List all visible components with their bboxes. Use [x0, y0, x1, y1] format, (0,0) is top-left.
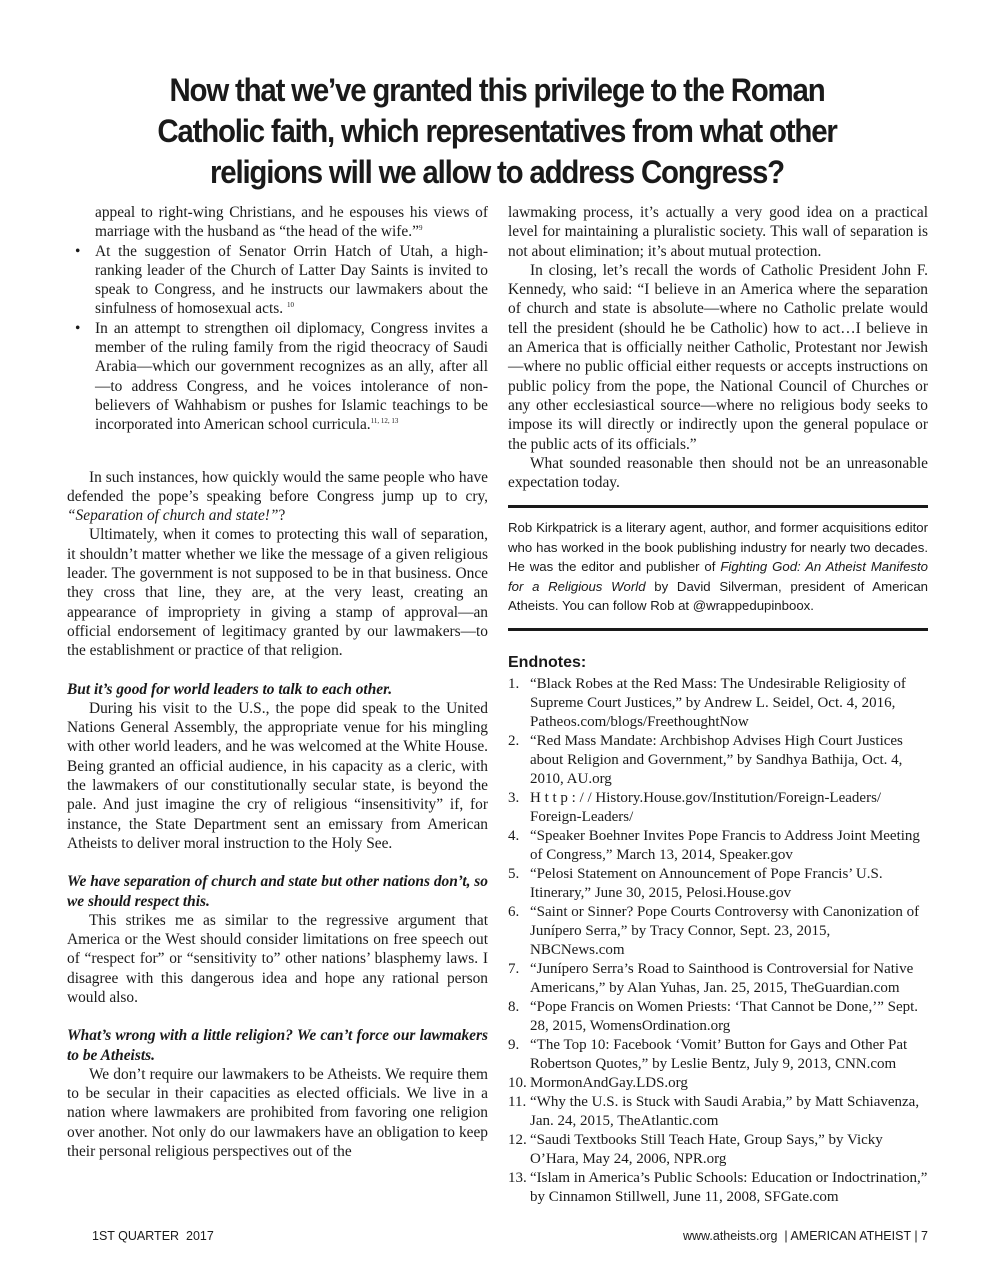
endnote-item: 13. “Islam in America’s Public Schools: Education or Indoctrination,” by Cinnamon Stillwell, June 11, 2008, SFGate.com: [508, 1169, 928, 1205]
endnote-item: 4. “Speaker Boehner Invites Pope Francis to Address Joint Meeting of Congress,” March 13, 2014, Speaker.gov: [508, 827, 920, 863]
endnote-item: 7. “Junípero Serra’s Road to Sainthood is Controversial for Native Americans,” by Alan Yuhas, Jan. 25, 2015, TheGuardian.com: [508, 960, 914, 996]
paragraph: What sounded reasonable then should not be an unreasonable expectation today.: [508, 454, 928, 492]
endnote-item: 11. “Why the U.S. is Stuck with Saudi Arabia,” by Matt Schiavenza, Jan. 24, 2015, TheAtlantic.com: [508, 1093, 920, 1129]
endnotes-heading: Endnotes:: [508, 653, 587, 671]
endnote-item: 9. “The Top 10: Facebook ‘Vomit’ Button for Gays and Other Pat Robertson Quotes,” by Leslie Bentz, July 9, 2013, CNN.com: [508, 1036, 908, 1072]
paragraph: Ultimately, when it comes to protecting this wall of separation, it shouldn’t matter whether we like the message of a given religious leader. The government is not supposed to be in that business. Once they cross that line, they are, at the very least, creating an appearance of impropriety in giving a stamp of approval—an official endorsement of legitimacy granted by our lawmakers—to the establishment or practice of that religion.: [67, 526, 488, 660]
paragraph: During his visit to the U.S., the pope did speak to the United Nations General Assembly, the appropriate venue for his mingling with other world leaders, and he was welcomed at the White House. Being granted an official audience, in his capacity as a cleric, with the lawmakers of our constitutionally secular state, is beyond the pale. And just imagine the cry of religious “insensitivity” if, for instance, the State Department sent an emissary from American Atheists to deliver moral instruction to the Holy See.: [67, 699, 488, 852]
list-item: • At the suggestion of Senator Orrin Hatch of Utah, a high-ranking leader of the Church of Latter Day Saints is invited to speak to Congress, and he instructs our lawmakers about the sinfulness of homosexual acts. $^{10}$: [95, 242, 488, 319]
subheading: What’s wrong with a little religion? We can’t force our lawmakers to be Atheists.: [67, 1027, 488, 1064]
endnote-item: 1. “Black Robes at the Red Mass: The Undesirable Religiosity of Supreme Court Justices,” by Andrew L. Seidel, Oct. 4, 2016, Patheos.com/blogs/FreethoughtNow: [508, 675, 906, 730]
endnote-item: 3. H t t p : / / History.House.gov/Institution/Foreign-Leaders/ Foreign-Leaders/: [508, 789, 882, 825]
list-item: • In an attempt to strengthen oil diplomacy, Congress invites a member of the ruling family from the rigid theocracy of Saudi Arabia—which our government recognizes as an ally, after all—to address Congress, and he voices intolerance of non-believers of Wahhabism or pushes for Islamic teachings to be incorporated into American school curricula.$^{11, 12, 13}$: [95, 319, 488, 435]
paragraph: This strikes me as similar to the regressive argument that America or the West should consider limitations on free speech out of “respect for” or “sensitivity to” other nations’ blasphemy laws. I disagree with this dangerous idea and hope any rational person would also.: [67, 911, 488, 1006]
subheading: But it’s good for world leaders to talk to each other.: [67, 680, 393, 698]
footer-page-info: www.atheists.org | AMERICAN ATHEIST | 7: [683, 1229, 928, 1243]
endnotes-list: [508, 675, 928, 1207]
lead-continuation: appeal to right-wing Christians, and he espouses his views of marriage with the husband as “the head of the wife.”$^9$: [95, 204, 488, 241]
right-column: [508, 203, 928, 1207]
endnote-item: 5. “Pelosi Statement on Announcement of Pope Francis’ U.S. Itinerary,” June 30, 2015, Pelosi.House.gov: [508, 865, 883, 901]
paragraph: In closing, let’s recall the words of Catholic President John F. Kennedy, who said: “I believe in an America where the separation of church and state is absolute—where no Catholic prelate would tell the president (should he be Catholic) how to act…I believe in an America that is officially neither Catholic, Protestant nor Jewish—where no public official either requests or accepts instructions on public policy from the pope, the National Council of Churches or any other ecclesiastical source—where no religious body seeks to impose its will directly or indirectly upon the general populace or the public acts of its officials.”: [508, 261, 928, 453]
left-column: [67, 203, 488, 1161]
book-title: Fighting God: An Atheist Manifesto for a Religious World: [508, 559, 928, 594]
paragraph: lawmaking process, it’s actually a very good idea on a practical level for maintaining a pluralistic society. This wall of separation is not about elimination; it’s about mutual protection.: [508, 204, 928, 260]
endnote-item: 6. “Saint or Sinner? Pope Courts Controversy with Canonization of Junípero Serra,” by Tracy Connor, Sept. 23, 2015, NBCNews.com: [508, 903, 920, 958]
example-list: [67, 242, 488, 435]
paragraph: In such instances, how quickly would the same people who have defended the pope’s speaking before Congress jump up to cry, “Separation of church and state!”?: [67, 468, 488, 525]
footer-issue: 1ST QUARTER 2017: [92, 1229, 214, 1243]
page-headline: Now that we’ve granted this privilege to the Roman Catholic faith, which representatives from what other religions will we allow to address Congress?: [157, 72, 837, 190]
paragraph: We don’t require our lawmakers to be Atheists. We require them to be secular in their capacities as elected officials. We live in a nation where lawmakers are prohibited from favoring one religion over another. Not only do our lawmakers have an obligation to keep their personal religious perspectives out of the: [67, 1065, 488, 1161]
endnote-item: 10. MormonAndGay.LDS.org: [508, 1074, 688, 1091]
subheading: We have separation of church and state but other nations don’t, so we should respect this.: [67, 873, 488, 910]
endnote-item: 2. “Red Mass Mandate: Archbishop Advises High Court Justices about Religion and Government,” by Sandhya Bathija, Oct. 4, 2010, AU.org: [508, 732, 903, 787]
endnote-item: 12. “Saudi Textbooks Still Teach Hate, Group Says,” by Vicky O’Hara, May 24, 2006, NPR.org: [508, 1131, 883, 1167]
author-bio: Rob Kirkpatrick is a literary agent, author, and former acquisitions editor who has worked in the book publishing industry for nearly two decades. He was the editor and publisher of Fighting God: An Atheist Manifesto for a Religious World by David Silverman, president of American Atheists. You can follow Rob at @wrappedupinboox.: [508, 505, 928, 631]
endnote-item: 8. “Pope Francis on Women Priests: ‘That Cannot be Done,’” Sept. 28, 2015, WomensOrdination.org: [508, 998, 919, 1034]
